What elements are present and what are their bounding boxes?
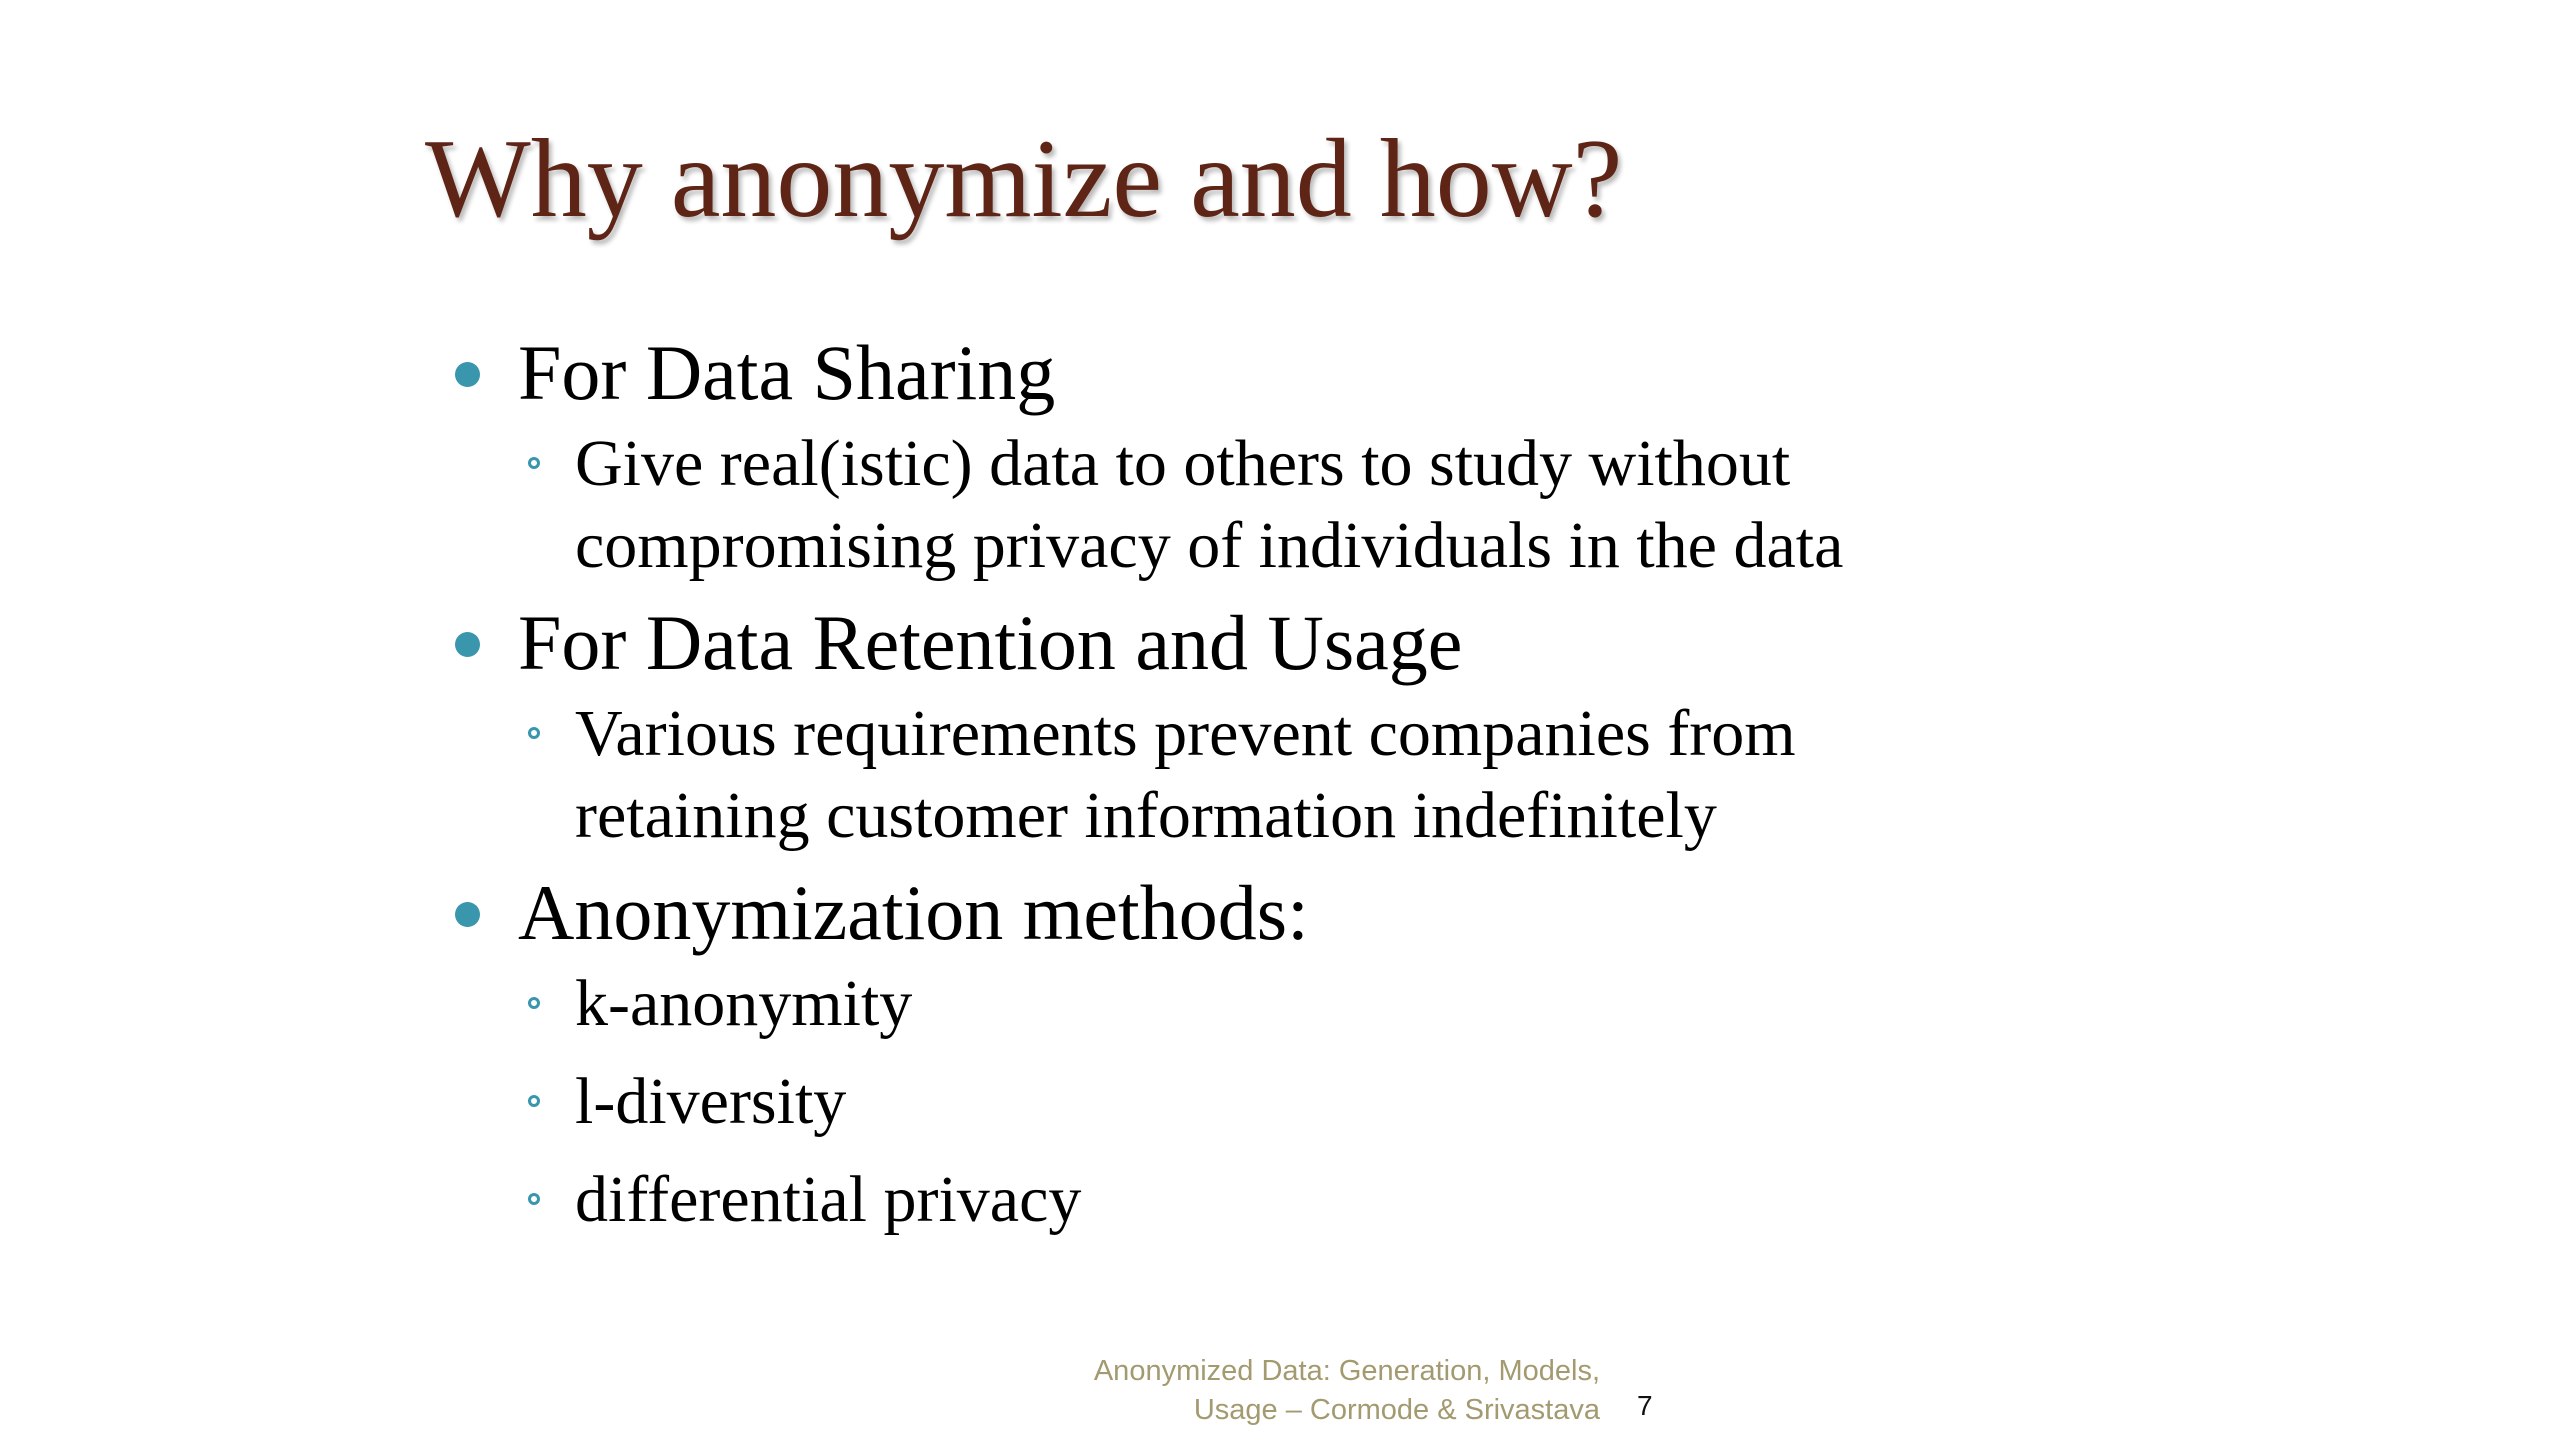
slide-title: Why anonymize and how? — [425, 117, 1623, 241]
bullet-item — [455, 595, 2155, 691]
bullet-text: For Data Sharing — [518, 329, 1056, 416]
filled-circle-bullet-icon — [455, 632, 480, 657]
sub-bullet-item — [455, 423, 2155, 587]
sub-bullet-line: differential privacy — [575, 1163, 1082, 1236]
filled-circle-bullet-icon — [455, 902, 480, 927]
sub-bullet-item — [455, 693, 2155, 857]
bullet-item — [455, 325, 2155, 421]
sub-bullet-line: compromising privacy of individuals in the data — [575, 509, 1844, 582]
sub-bullet-item — [455, 963, 2155, 1045]
sub-bullet-line: l-diversity — [575, 1065, 847, 1138]
bullet-list — [455, 325, 2155, 1241]
bullet-text: For Data Retention and Usage — [518, 599, 1463, 686]
hollow-circle-bullet-icon — [528, 1193, 540, 1205]
footer-line: Usage – Cormode & Srivastava — [1193, 1394, 1600, 1426]
sub-bullet-item — [455, 1159, 2155, 1241]
sub-bullet-line: k-anonymity — [575, 967, 913, 1040]
hollow-circle-bullet-icon — [528, 1095, 540, 1107]
hollow-circle-bullet-icon — [528, 727, 540, 739]
filled-circle-bullet-icon — [455, 362, 480, 387]
footer-line: Anonymized Data: Generation, Models, — [1093, 1355, 1600, 1387]
sub-bullet-line: Various requirements prevent companies from — [575, 697, 1796, 770]
slide-footer — [1094, 1352, 1600, 1430]
bullet-item — [455, 865, 2155, 961]
hollow-circle-bullet-icon — [528, 457, 540, 469]
sub-bullet-item — [455, 1061, 2155, 1143]
hollow-circle-bullet-icon — [528, 997, 540, 1009]
page-number: 7 — [1637, 1390, 1653, 1421]
bullet-text: Anonymization methods: — [518, 869, 1309, 956]
sub-bullet-line: retaining customer information indefinitely — [575, 779, 1717, 852]
sub-bullet-line: Give real(istic) data to others to study without — [575, 427, 1791, 500]
